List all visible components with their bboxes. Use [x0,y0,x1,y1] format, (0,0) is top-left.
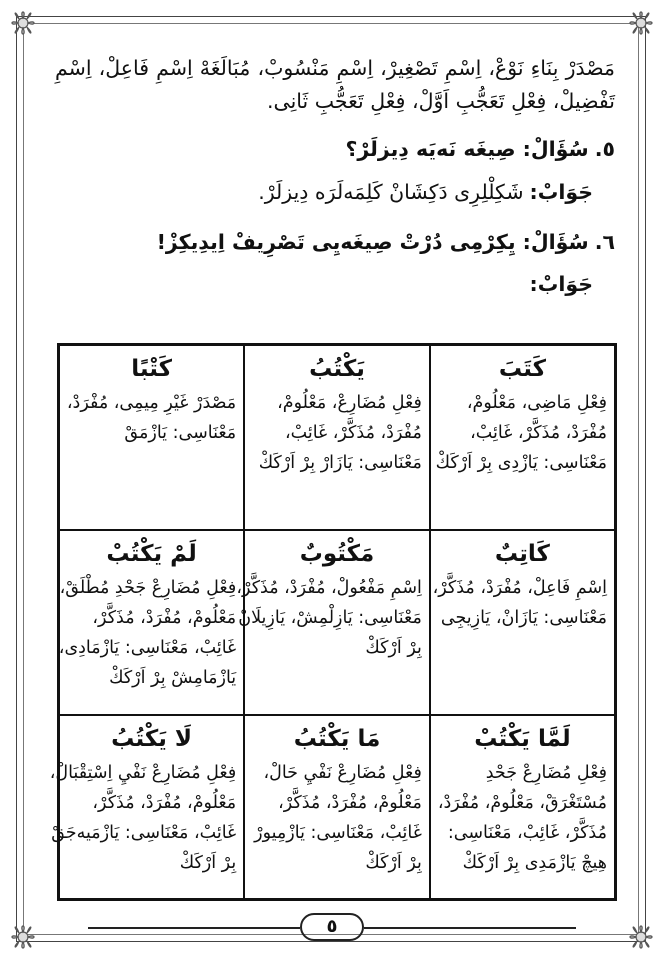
cell-line: مَعْلُومْ، مُفْرَدْ، مُذَكَّرْ، [278,792,422,813]
question-6 [55,226,615,258]
intro-paragraph [55,52,615,118]
cell-title: كَتَبَ [498,356,546,382]
page-footer [0,905,664,945]
cell-title: يَكْتُبُ [309,356,365,382]
cell-line: اِسْمِ مَفْعُولْ، مُفْرَدْ، مُذَكَّرْ، [236,577,422,598]
cell-line: مَعْنَاسِى: يَازْمَقْ [124,423,237,443]
cell-title: لَمَّا يَكْتُبْ [474,725,571,752]
footer-rule-right [364,927,576,929]
answer-6-label: جَوَابْ: [529,272,593,296]
cell-line: مُفْرَدْ، مُذَكَّرْ، غَائِبْ، [470,423,607,443]
question-5-number: ٥. [594,137,615,161]
cell-line: غَائِبْ، مَعْنَاسِى: يَازْمَيه‌جَقْ [51,822,237,843]
table-row [59,345,616,530]
table-row [59,530,616,715]
cell-title: لَا يَكْتُبُ [111,725,193,752]
cell-line: مَعْنَاسِى: يَازْدِى بِرْ اَرْكَكْ [435,453,607,473]
question-6-number: ٦. [594,230,615,254]
cell-line: فِعْلِ مُضَارِعْ جَحْدِ [485,762,607,783]
cell-line: مَعْلُومْ، مُفْرَدْ، مُذَكَّرْ، [92,607,237,628]
table-cell [59,530,245,715]
cell-title: لَمْ يَكْتُبْ [106,540,197,567]
answer-6 [55,268,615,300]
cell-line: مَصْدَرْ غَيْرِ مِيمِى، مُفْرَدْ، [66,393,237,413]
cell-line: فِعْلِ مَاضِى، مَعْلُومْ، [466,393,607,413]
table-cell [430,345,616,530]
flower-ornament-icon [620,2,662,44]
table-cell [49,715,245,900]
answer-5 [55,176,615,208]
table-cell [236,530,430,715]
cell-line: يَازْمَامِشْ بِرْ اَرْكَكْ [109,667,237,688]
cell-line: فِعْلِ مُضَارِعْ، مَعْلُومْ، [277,393,422,413]
cell-line: مَعْنَاسِى: يَازِلْمِشْ، يَازِيلَانْ [238,607,422,628]
cell-title: كَتْبًا [131,356,172,382]
cell-line: بِرْ اَرْكَكْ [365,637,422,658]
flower-ornament-icon [2,2,44,44]
cell-line: مُذَكَّرْ، غَائِبْ، مَعْنَاسِى: [447,822,607,843]
page-number: ٥ [300,913,364,941]
cell-line: مُسْتَغْرَقْ، مَعْلُومْ، مُفْرَدْ، [437,792,607,813]
cell-line: اِسْمِ فَاعِلْ، مُفْرَدْ، مُذَكَّرْ، [432,577,607,598]
cell-line: مَعْنَاسِى: يَازَانْ، يَازِيجِى [440,607,607,628]
conjugation-table [49,343,617,901]
cell-title: مَكْتُوبٌ [299,540,375,567]
cell-line: فِعْلِ مُضَارِعْ نَفْيِ اِسْتِقْبَالْ، [49,762,237,783]
cell-line: فِعْلِ مُضَارِعْ جَحْدِ مُطْلَقْ، [59,577,237,598]
answer-5-text: شَكِلْلِرِى دَكِشَانْ كَلِمَه‌لَرَه دِيزلَرْ. [258,180,524,204]
cell-line: مَعْلُومْ، مُفْرَدْ، مُذَكَّرْ، [92,792,237,813]
answer-5-label: جَوَابْ: [529,180,593,204]
cell-title: كَاتِبٌ [494,540,550,567]
table-cell [59,345,245,530]
cell-line: بِرْ اَرْكَكْ [365,852,422,873]
cell-line: غَائِبْ، مَعْنَاسِى: يَازْمِيورْ [254,822,422,843]
table-cell [430,530,616,715]
question-5-text: سُؤَالْ: صِيغَه نَه‌يَه دِيزلَرْ؟ [345,137,589,161]
cell-line: بِرْ اَرْكَكْ [179,852,237,873]
table-row [59,715,616,900]
table-cell [244,715,430,900]
cell-line: فِعْلِ مُضَارِعْ نَفْيِ حَالْ، [263,762,422,783]
table-cell [430,715,616,900]
cell-line: غَائِبْ، مَعْنَاسِى: يَازْمَادِى، [58,637,237,658]
cell-line: مُفْرَدْ، مُذَكَّرْ، غَائِبْ، [285,423,422,443]
cell-line: هِيچْ يَازْمَدِى بِرْ اَرْكَكْ [462,852,607,873]
question-6-text: سُؤَالْ: يِكِرْمِى دُرْتْ صِيغَه‌يِى تَصْرِيفْ اِيدِيكِزْ! [156,230,589,254]
table-cell [244,345,430,530]
cell-title: مَا يَكْتُبُ [293,725,381,752]
intro-line-2: تَفْضِيلْ، فِعْلِ تَعَجُّبِ اَوَّلْ، فِعْلِ تَعَجُّبِ ثَانِى. [267,89,615,113]
page-content [55,52,615,300]
question-5 [55,133,615,165]
intro-line-1: مَصْدَرْ بِنَاءِ نَوْعْ، اِسْمِ تَصْغِيرْ، اِسْمِ مَنْسُوبْ، مُبَالَغَهْ اِسْمِ فَاعِلْ، اِسْمِ [55,56,615,80]
cell-line: مَعْنَاسِى: يَازَارْ بِرْ اَرْكَكْ [258,453,422,473]
footer-rule-left [88,927,300,929]
